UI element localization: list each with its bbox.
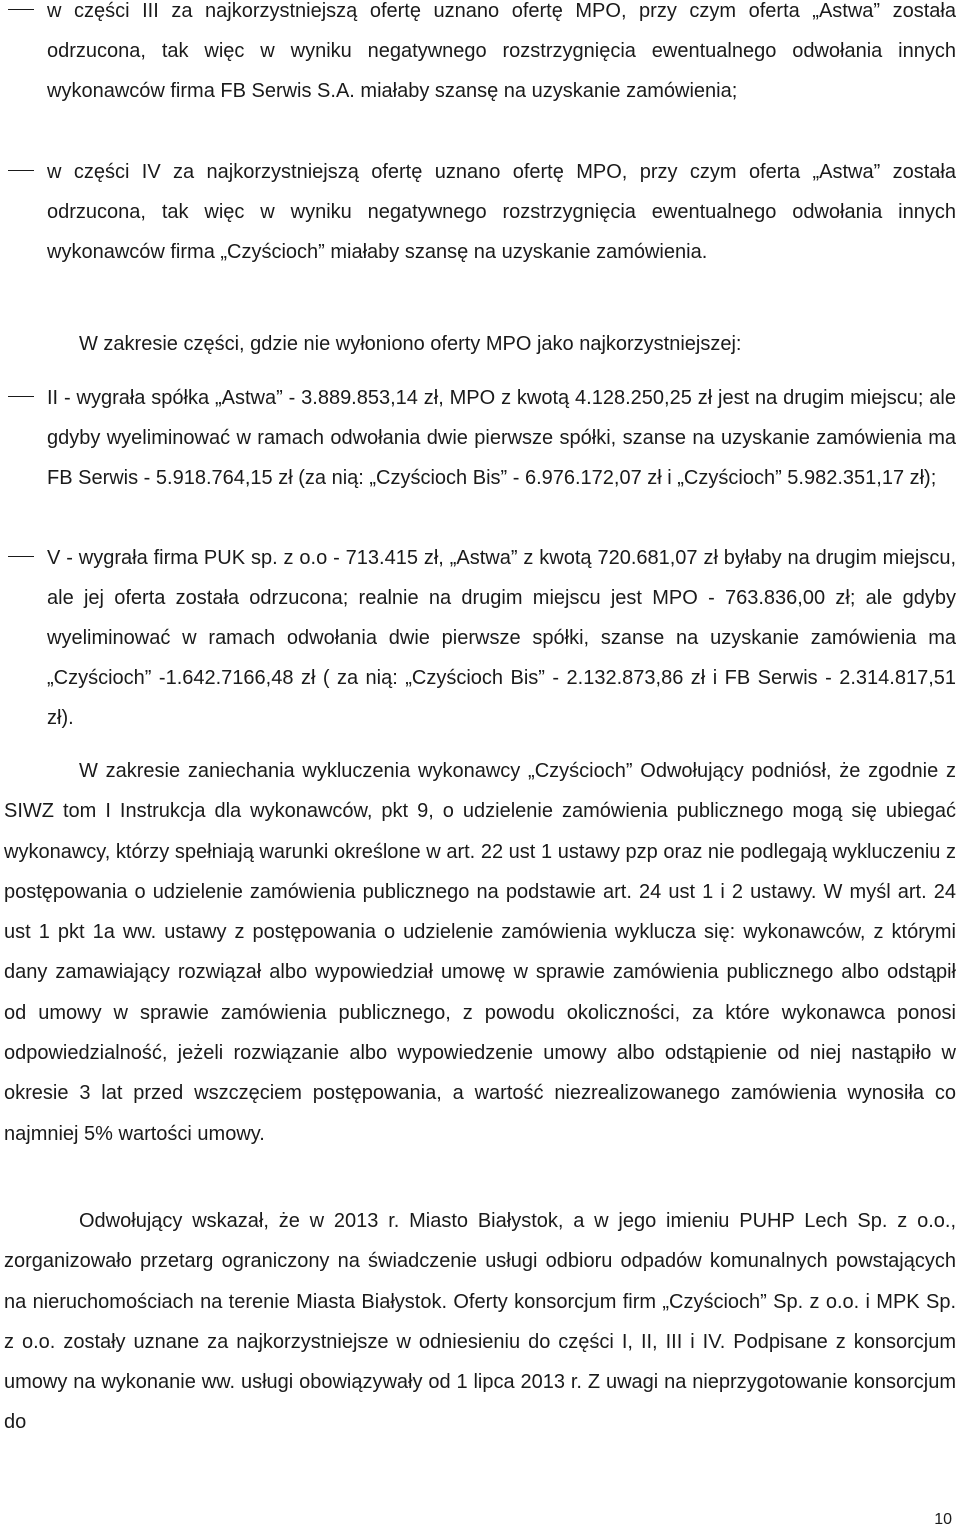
paragraph-2013-tender: Odwołujący wskazał, że w 2013 r. Miasto Białystok, a w jego imieniu PUHP Lech Sp. z o.o., zorganizowało przetarg ograniczony na świadczenie usługi odbioru odpadów komunalnych powstających na nieruchomościach na terenie Miasta Białystok. Oferty konsorcjum firm „Czyścioch” Sp. z o.o. i MPK Sp. z o.o. zostały uznane za najkorzystniejsze w odniesieniu do części I, II, III i IV. Podpisane z konsorcjum umowy na wykonanie ww. usługi obowiązywały od 1 lipca 2013 r. Z uwagi na nieprzygotowanie konsorcjum do <box>4 1210 956 1434</box>
bullet-item-part-v <box>0 538 960 738</box>
dash-bullet <box>8 9 34 10</box>
bullet-text: II - wygrała spółka „Astwa” - 3.889.853,14 zł, MPO z kwotą 4.128.250,25 zł jest na drugim miejscu; ale gdyby wyeliminować w ramach odwołania dwie pierwsze spółki, szanse na uzyskanie zamówienia ma FB Serwis - 5.918.764,15 zł (za nią: „Czyścioch Bis” - 6.976.172,07 zł i „Czyścioch” 5.982.351,17 zł); <box>47 387 956 489</box>
bullet-item-part-iv <box>0 152 960 272</box>
paragraph-exclusion: W zakresie zaniechania wykluczenia wykonawcy „Czyścioch” Odwołujący podniósł, że zgodnie z SIWZ tom I Instrukcja dla wykonawców, pkt 9, o udzielenie zamówienia publicznego mogą się ubiegać wykonawcy, którzy spełniają warunki określone w art. 22 ust 1 ustawy pzp oraz nie podlegają wykluczeniu z postępowania o udzielenie zamówienia publicznego na podstawie art. 24 ust 1 i 2 ustawy. W myśl art. 24 ust 1 pkt 1a ww. ustawy z postępowania o udzielenie zamówienia wyklucza się: wykonawców, z którymi dany zamawiający rozwiązał albo wypowiedział umowę w sprawie zamówienia publicznego albo odstąpił od umowy w sprawie zamówienia publicznego, z powodu okoliczności, za które wykonawca ponosi odpowiedzialność, jeżeli rozwiązanie albo wypowiedzenie umowy albo odstąpienie od niej nastąpiło w okresie 3 lat przed wszczęciem postępowania, a wartość niezrealizowanego zamówienia wynosiła co najmniej 5% wartości umowy. <box>4 760 956 1145</box>
bullet-item-part-iii <box>0 0 960 111</box>
bullet-item-part-ii <box>0 378 960 498</box>
bullet-text: w części III za najkorzystniejszą ofertę uznano ofertę MPO, przy czym oferta „Astwa” została odrzucona, tak więc w wyniku negatywnego rozstrzygnięcia ewentualnego odwołania innych wykonawców firma FB Serwis S.A. miałaby szansę na uzyskanie zamówienia; <box>47 0 956 102</box>
bullet-text: w części IV za najkorzystniejszą ofertę uznano ofertę MPO, przy czym oferta „Astwa” została odrzucona, tak więc w wyniku negatywnego rozstrzygnięcia ewentualnego odwołania innych wykonawców firma „Czyścioch” miałaby szansę na uzyskanie zamówienia. <box>47 161 956 263</box>
page-number: 10 <box>934 1511 952 1528</box>
dash-bullet <box>8 170 34 171</box>
intro-paragraph: W zakresie części, gdzie nie wyłoniono oferty MPO jako najkorzystniejszej: <box>79 333 742 355</box>
bullet-text: V - wygrała firma PUK sp. z o.o - 713.415 zł, „Astwa” z kwotą 720.681,07 zł byłaby na drugim miejscu, ale jej oferta została odrzucona; realnie na drugim miejscu jest MPO - 763.836,00 zł; ale gdyby wyeliminować w ramach odwołania dwie pierwsze spółki, szanse na uzyskanie zamówienia ma „Czyścioch” -1.642.7166,48 zł ( za nią: „Czyścioch Bis” - 2.132.873,86 zł i FB Serwis - 2.314.817,51 zł). <box>47 547 956 729</box>
dash-bullet <box>8 396 34 397</box>
dash-bullet <box>8 556 34 557</box>
